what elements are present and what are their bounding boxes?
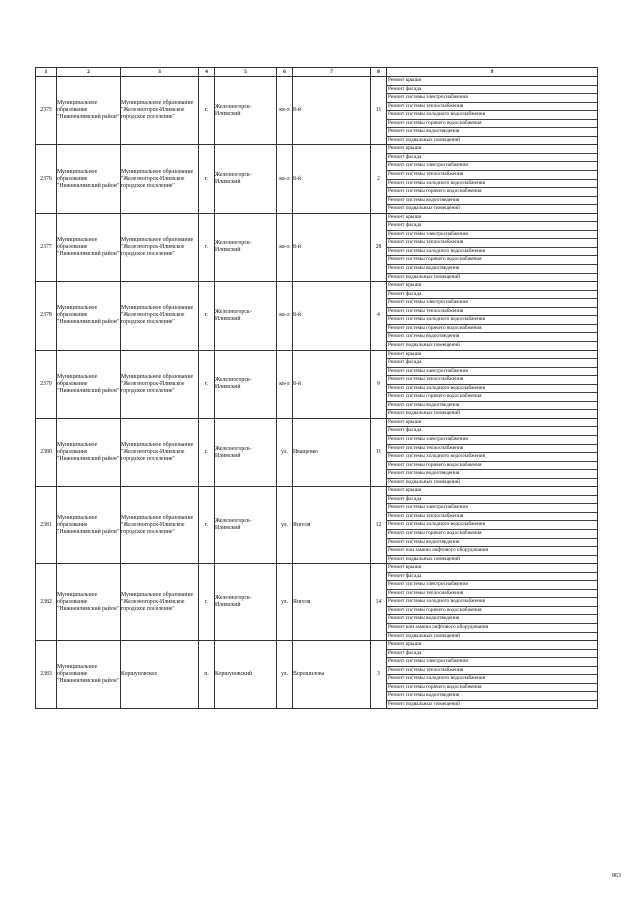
repair-work-item: Ремонт системы водоотведения xyxy=(387,692,597,701)
record-number-cell: 2376 xyxy=(36,145,57,213)
repair-work-item: Ремонт крыши xyxy=(387,214,597,223)
locality-type-cell: г. xyxy=(199,564,215,641)
repair-work-item: Ремонт подвальных помещений xyxy=(388,136,460,143)
repair-work-item: Ремонт фасада xyxy=(387,650,597,659)
table-row xyxy=(36,77,598,145)
repair-work-item: Ремонт системы теплоснабжения xyxy=(387,590,597,599)
repair-work-item: Ремонт подвальных помещений xyxy=(388,555,460,562)
capital-repair-table xyxy=(35,67,598,709)
record-number-cell: 2375 xyxy=(36,77,57,145)
municipality-cell: Муниципальное образование "Нижнеилимский район" xyxy=(57,213,121,281)
settlement-cell: Муниципальное образование "Железногорск-Илимское городское поселение" xyxy=(121,213,199,281)
table-row xyxy=(36,350,598,418)
repair-work-item: Ремонт крыши xyxy=(387,641,597,650)
table-body xyxy=(36,77,598,709)
repair-works-cell xyxy=(387,487,598,564)
municipality-cell: Муниципальное образование "Нижнеилимский район" xyxy=(57,350,121,418)
repair-work-item: Ремонт подвальных помещений xyxy=(388,273,460,280)
repair-works-list xyxy=(387,487,597,563)
street-name-cell: Ворошилова xyxy=(293,641,371,709)
repair-works-cell xyxy=(387,641,598,709)
repair-work-item: Ремонт системы холодного водоснабжения xyxy=(387,316,597,325)
repair-work-item: Ремонт подвальных помещений xyxy=(388,205,460,212)
locality-type-cell: г. xyxy=(199,418,215,486)
column-header: 5 xyxy=(215,68,277,77)
house-number-cell: 28 xyxy=(371,213,387,281)
street-name-cell: Иващенко xyxy=(293,418,371,486)
repair-work-item: Ремонт крыши xyxy=(387,77,597,86)
repair-work-item: Ремонт системы водоотведения xyxy=(387,615,597,624)
street-type-cell: ул. xyxy=(277,641,293,709)
settlement-cell: Муниципальное образование "Железногорск-Илимское городское поселение" xyxy=(121,564,199,641)
table-row xyxy=(36,418,598,486)
record-number-cell: 2381 xyxy=(36,487,57,564)
repair-work-item: Ремонт системы теплоснабжения xyxy=(387,376,597,385)
repair-work-item: Ремонт фасада xyxy=(387,154,597,163)
house-number-cell: 11 xyxy=(371,418,387,486)
repair-work-item: Ремонт фасада xyxy=(387,86,597,95)
street-type-cell: кв-л xyxy=(277,145,293,213)
record-number-cell: 2382 xyxy=(36,564,57,641)
column-header: 6 xyxy=(277,68,293,77)
municipality-cell: Муниципальное образование "Нижнеилимский район" xyxy=(57,145,121,213)
locality-type-cell: г. xyxy=(199,350,215,418)
table-row xyxy=(36,145,598,213)
municipality-cell: Муниципальное образование "Нижнеилимский район" xyxy=(57,282,121,350)
repair-work-item: Ремонт системы холодного водоснабжения xyxy=(387,385,597,394)
repair-works-cell xyxy=(387,145,598,213)
repair-work-item: Ремонт системы электроснабжения xyxy=(387,504,597,513)
repair-work-item: Ремонт системы водоотведения xyxy=(387,128,597,137)
page-number: 863 xyxy=(612,873,621,879)
repair-works-list xyxy=(387,419,597,486)
record-number-cell: 2379 xyxy=(36,350,57,418)
repair-work-item: Ремонт системы горячего водоснабжения xyxy=(387,256,597,265)
record-number-cell: 2377 xyxy=(36,213,57,281)
street-type-cell: кв-л xyxy=(277,350,293,418)
settlement-cell: Муниципальное образование "Железногорск-Илимское городское поселение" xyxy=(121,282,199,350)
locality-name-cell: Железногорск-Илимский xyxy=(215,145,277,213)
repair-work-item: Ремонт фасада xyxy=(387,573,597,582)
repair-work-item: Ремонт системы электроснабжения xyxy=(387,162,597,171)
repair-work-item: Ремонт подвальных помещений xyxy=(388,700,460,707)
repair-work-item: Ремонт крыши xyxy=(387,145,597,154)
record-number-cell: 2378 xyxy=(36,282,57,350)
repair-work-item: Ремонт фасада xyxy=(387,496,597,505)
street-name-cell: Янгеля xyxy=(293,487,371,564)
settlement-cell: Муниципальное образование "Железногорск-Илимское городское поселение" xyxy=(121,350,199,418)
repair-works-cell xyxy=(387,77,598,145)
house-number-cell: 3 xyxy=(371,641,387,709)
repair-work-item: Ремонт системы электроснабжения xyxy=(387,368,597,377)
settlement-cell: Муниципальное образование "Железногорск-Илимское городское поселение" xyxy=(121,145,199,213)
table-row xyxy=(36,564,598,641)
table-row xyxy=(36,282,598,350)
street-name-cell: 8-й xyxy=(293,350,371,418)
column-header: 1 xyxy=(36,68,57,77)
repair-work-item: Ремонт системы электроснабжения xyxy=(387,299,597,308)
municipality-cell: Муниципальное образование "Нижнеилимский район" xyxy=(57,418,121,486)
repair-work-item: Ремонт системы холодного водоснабжения xyxy=(387,180,597,189)
repair-work-item: Ремонт системы горячего водоснабжения xyxy=(387,325,597,334)
repair-works-cell xyxy=(387,418,598,486)
repair-work-item: Ремонт системы водоотведения xyxy=(387,470,597,479)
locality-type-cell: г. xyxy=(199,487,215,564)
municipality-cell: Муниципальное образование "Нижнеилимский район" xyxy=(57,641,121,709)
street-type-cell: ул. xyxy=(277,487,293,564)
repair-work-item: Ремонт системы водоотведения xyxy=(387,197,597,206)
locality-name-cell: Железногорск-Илимский xyxy=(215,487,277,564)
table-row xyxy=(36,641,598,709)
settlement-cell: Муниципальное образование "Железногорск-Илимское городское поселение" xyxy=(121,487,199,564)
repair-work-item: Ремонт системы горячего водоснабжения xyxy=(387,462,597,471)
repair-work-item: Ремонт крыши xyxy=(387,351,597,360)
repair-work-item: Ремонт или замена лифтового оборудования xyxy=(387,624,597,633)
repair-work-item: Ремонт системы холодного водоснабжения xyxy=(387,453,597,462)
repair-works-cell xyxy=(387,282,598,350)
repair-work-item: Ремонт системы водоотведения xyxy=(387,402,597,411)
column-header: 8 xyxy=(371,68,387,77)
locality-name-cell: Железногорск-Илимский xyxy=(215,564,277,641)
repair-work-item: Ремонт системы горячего водоснабжения xyxy=(387,188,597,197)
column-header: 7 xyxy=(293,68,371,77)
repair-work-item: Ремонт системы электроснабжения xyxy=(387,436,597,445)
column-header: 4 xyxy=(199,68,215,77)
repair-work-item: Ремонт фасада xyxy=(387,222,597,231)
repair-work-item: Ремонт или замена лифтового оборудования xyxy=(387,547,597,556)
locality-type-cell: г. xyxy=(199,145,215,213)
repair-works-cell xyxy=(387,213,598,281)
repair-works-list xyxy=(387,214,597,281)
repair-work-item: Ремонт системы горячего водоснабжения xyxy=(387,684,597,693)
settlement-cell: Муниципальное образование "Железногорск-Илимское городское поселение" xyxy=(121,418,199,486)
repair-work-item: Ремонт подвальных помещений xyxy=(388,341,460,348)
repair-works-cell xyxy=(387,564,598,641)
repair-works-list xyxy=(387,641,597,708)
locality-type-cell: г. xyxy=(199,213,215,281)
repair-work-item: Ремонт крыши xyxy=(387,282,597,291)
house-number-cell: 12 xyxy=(371,487,387,564)
repair-work-item: Ремонт системы теплоснабжения xyxy=(387,171,597,180)
locality-name-cell: Железногорск-Илимский xyxy=(215,213,277,281)
street-name-cell: 8-й xyxy=(293,145,371,213)
column-header: 9 xyxy=(387,68,598,77)
street-type-cell: кв-л xyxy=(277,77,293,145)
repair-work-item: Ремонт системы холодного водоснабжения xyxy=(387,521,597,530)
repair-work-item: Ремонт системы теплоснабжения xyxy=(387,239,597,248)
repair-work-item: Ремонт системы горячего водоснабжения xyxy=(387,120,597,129)
repair-work-item: Ремонт фасада xyxy=(387,427,597,436)
locality-name-cell: Железногорск-Илимский xyxy=(215,350,277,418)
repair-work-item: Ремонт крыши xyxy=(387,419,597,428)
house-number-cell: 9 xyxy=(371,350,387,418)
repair-works-list xyxy=(387,564,597,640)
street-type-cell: ул. xyxy=(277,564,293,641)
repair-works-list xyxy=(387,145,597,212)
street-name-cell: 8-й xyxy=(293,77,371,145)
street-name-cell: Янгеля xyxy=(293,564,371,641)
street-type-cell: кв-л xyxy=(277,282,293,350)
repair-work-item: Ремонт системы теплоснабжения xyxy=(387,667,597,676)
repair-work-item: Ремонт фасада xyxy=(387,359,597,368)
repair-work-item: Ремонт системы водоотведения xyxy=(387,539,597,548)
repair-work-item: Ремонт системы горячего водоснабжения xyxy=(387,530,597,539)
municipality-cell: Муниципальное образование "Нижнеилимский район" xyxy=(57,77,121,145)
repair-work-item: Ремонт системы холодного водоснабжения xyxy=(387,111,597,120)
repair-work-item: Ремонт системы электроснабжения xyxy=(387,581,597,590)
repair-work-item: Ремонт системы горячего водоснабжения xyxy=(387,607,597,616)
house-number-cell: 14 xyxy=(371,564,387,641)
record-number-cell: 2383 xyxy=(36,641,57,709)
repair-works-list xyxy=(387,351,597,418)
house-number-cell: 11 xyxy=(371,77,387,145)
repair-works-list xyxy=(387,282,597,349)
table-row xyxy=(36,213,598,281)
repair-work-item: Ремонт подвальных помещений xyxy=(388,478,460,485)
repair-work-item: Ремонт фасада xyxy=(387,291,597,300)
repair-work-item: Ремонт подвальных помещений xyxy=(388,632,460,639)
column-header: 2 xyxy=(57,68,121,77)
settlement-cell: Коршуновское xyxy=(121,641,199,709)
repair-work-item: Ремонт подвальных помещений xyxy=(388,410,460,417)
repair-work-item: Ремонт системы теплоснабжения xyxy=(387,103,597,112)
locality-name-cell: Железногорск-Илимский xyxy=(215,418,277,486)
repair-work-item: Ремонт системы холодного водоснабжения xyxy=(387,248,597,257)
locality-type-cell: г. xyxy=(199,77,215,145)
settlement-cell: Муниципальное образование "Железногорск-Илимское городское поселение" xyxy=(121,77,199,145)
repair-works-list xyxy=(387,77,597,144)
repair-work-item: Ремонт системы водоотведения xyxy=(387,333,597,342)
repair-works-cell xyxy=(387,350,598,418)
repair-work-item: Ремонт крыши xyxy=(387,564,597,573)
repair-work-item: Ремонт системы водоотведения xyxy=(387,265,597,274)
house-number-cell: 2 xyxy=(371,145,387,213)
locality-name-cell: Железногорск-Илимский xyxy=(215,77,277,145)
street-name-cell: 8-й xyxy=(293,213,371,281)
locality-type-cell: г. xyxy=(199,282,215,350)
repair-work-item: Ремонт системы электроснабжения xyxy=(387,231,597,240)
street-name-cell: 8-й xyxy=(293,282,371,350)
street-type-cell: кв-л xyxy=(277,213,293,281)
repair-work-item: Ремонт крыши xyxy=(387,487,597,496)
locality-name-cell: Коршуновский xyxy=(215,641,277,709)
repair-work-item: Ремонт системы горячего водоснабжения xyxy=(387,393,597,402)
column-header: 3 xyxy=(121,68,199,77)
municipality-cell: Муниципальное образование "Нижнеилимский район" xyxy=(57,564,121,641)
record-number-cell: 2380 xyxy=(36,418,57,486)
table-header xyxy=(36,68,598,77)
repair-work-item: Ремонт системы электроснабжения xyxy=(387,658,597,667)
table-row xyxy=(36,487,598,564)
municipality-cell: Муниципальное образование "Нижнеилимский район" xyxy=(57,487,121,564)
repair-work-item: Ремонт системы холодного водоснабжения xyxy=(387,675,597,684)
repair-work-item: Ремонт системы холодного водоснабжения xyxy=(387,598,597,607)
street-type-cell: ул. xyxy=(277,418,293,486)
repair-work-item: Ремонт системы теплоснабжения xyxy=(387,308,597,317)
locality-type-cell: п. xyxy=(199,641,215,709)
locality-name-cell: Железногорск-Илимский xyxy=(215,282,277,350)
repair-work-item: Ремонт системы теплоснабжения xyxy=(387,513,597,522)
repair-work-item: Ремонт системы электроснабжения xyxy=(387,94,597,103)
house-number-cell: 4 xyxy=(371,282,387,350)
repair-work-item: Ремонт системы теплоснабжения xyxy=(387,445,597,454)
